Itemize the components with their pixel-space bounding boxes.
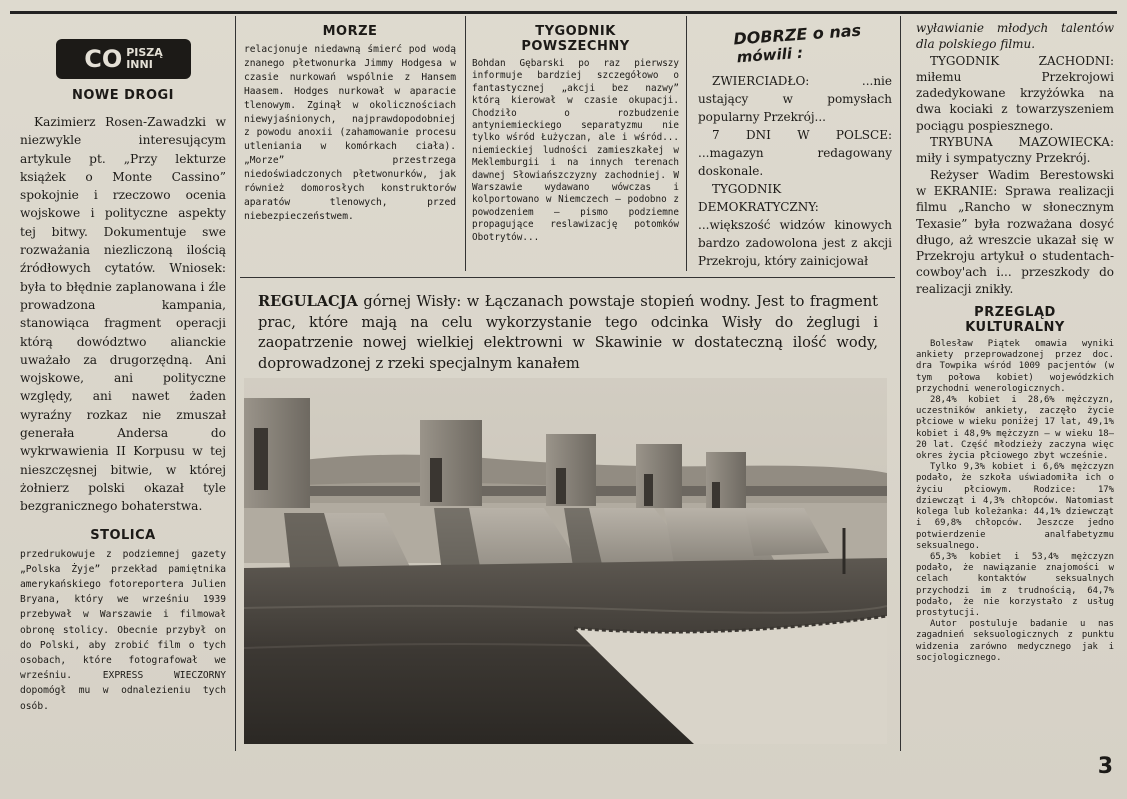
column-divider [686,16,687,271]
page-number: 3 [1097,754,1113,779]
przeglad-text-3: Tylko 9,3% kobiet i 6,6% mężczyzn podało, że szkoła uświadomiła ich o życiu płciowym. Rodzice: 17% dziewcząt i 4,3% chłopców. Natomiast kolega lub koleżanka: 44,1% dziewcząt i 69,8% chłopców. Jeszcze jedno potwierdzenie analfabetyzmu seksualnego. [916,462,1114,551]
co-pisza-inni-logo [56,39,191,79]
column-5 [916,20,1114,760]
nowe-drogi-heading: NOWE DROGI [71,88,175,103]
photo-caption-text: górnej Wisły: w Łączanach powstaje stopień wodny. Jest to fragment prac, które mają na celu wykorzystanie tego odcinka Wisły do żeglugi i zaopatrzenie nowej wielkiej elektrowni w Skawinie w dostateczną ilość wody, doprowadzonej z rzeki specjalnym kanałem [258,293,878,372]
przeglad-text-4: 65,3% kobiet i 53,4% mężczyzn podało, że nawiązanie znajomości w celach kontaktów seksualnych przychodzi im z trudnością, 64,7% podało, że nie korzystało z usług prostytucji. [916,551,1114,618]
przeglad-text-2: 28,4% kobiet i 28,6% mężczyzn, uczestników ankiety, zaczęło życie płciowe w wieku poniżej 17 lat, 49,1% kobiet i 48,9% mężczyzn — w wieku 18—20 lat. Część młodzieży zaczyna więc okres życia płciowego zbyt wcześnie. [916,395,1114,462]
tygodnik-demokratyczny-text: TYGODNIK DEMOKRATYCZNY: ...większość widzów kinowych bardzo zadowolona jest z akcji Przekroju, który zainicjował [698,182,892,268]
dam-illustration [244,378,887,744]
berestowski-text: Reżyser Wadim Berestowski w EKRANIE: Sprawa realizacji filmu „Rancho w słonecznym Texasie” była rozważana dosyć długo, aż wreszcie ukazał się w Przekroju artykuł o studentach-cowboy'ach i... przeszkody do realizacji znikły. [916,167,1114,296]
section-divider [240,277,895,278]
zwierciadlo-text: ZWIERCIADŁO: ...nie ustający w pomysłach popularny Przekrój... [698,74,892,124]
przeglad-kulturalny-heading: PRZEGLĄD KULTURALNY [965,305,1065,336]
dobrze-line1: DOBRZE o nas [732,20,862,49]
column-2 [244,24,456,269]
stolica-text: przedrukowuje z podziemnej gazety „Polska Żyje” przekład pamiętnika amerykańskiego fotoreportera Julien Bryana, który we wrześniu 1939 przebywał w Warszawie i filmował obronę stolicy. Obecnie przybył on do Polski, aby zrobić film o tych osobach, które fotografował we wrześniu. EXPRESS WIECZORNY dopomógł mu w odnalezieniu tych osób. [20,548,226,712]
logo-line1: PISZĄ [126,46,163,59]
photo-caption-lead: REGULACJA [258,293,358,310]
column-divider [465,16,466,271]
dam-photo [244,378,887,744]
przeglad-text-5: Autor postuluje badanie u nas zagadnień seksuologicznych z punktu widzenia zarówno medycznego jak i socjologicznego. [916,619,1114,663]
morze-heading: MORZE [322,24,378,39]
top-rule [10,11,1117,14]
tygodnik-zachodni-text: TYGODNIK ZACHODNI: miłemu Przekrojowi zadedykowane krzyżówka na dwa kociaki z towarzyszeniem pociągu pospiesznego. [916,53,1114,133]
dobrze-line2: mówili : [736,43,804,67]
nowe-drogi-text: Kazimierz Rosen-Zawadzki w niezwykle interesującym artykule pt. „Przy lekturze książek o Monte Cassino” spokojnie i rzeczowo ocenia wojskowe i polityczne aspekty tej bitwy. Dokumentuje swe rozważania niezliczoną ilością źródłowych cytatów. Wniosek: była to błędnie zaplanowana i źle prowadzona kampania, stanowiąca fragment operacji którą dowództwo alianckie uważało za drugorzędną. Ani wojskowe, ani polityczne względy, ani nawet żaden wyraźny rozkaz nie zmuszał generała Andersa do wykrwawienia II Korpusu w tej nieszczęsnej bitwie, w której żołnierz polski okazał tyle bezgranicznego bohaterstwa. [20,115,226,514]
column-4 [698,72,892,272]
column-3 [472,24,679,269]
logo-line2: INNI [126,58,153,71]
photo-caption [258,292,878,374]
tygodnik-powszechny-text: Bohdan Gębarski po raz pierwszy informuje bardziej szczegółowo o fantastycznej „akcji bez nazwy” którą kierował w czasie okupacji. Chodziło o rozbudzenie antyniemieckiego separatyzmu nie tylko wśród Łużyczan, ale i wśród... niemieckiej ludności zamieszkałej w Meklemburgii i na innych terenach dawnej Słowiańszczyzny zachodniej. W Warszawie wydawano wówczas i kolportowano w Niemczech — podobno z powodzeniem — pismo podziemne propagujące reslawizację potomków Obotrytów... [472,58,679,243]
przeglad-cont-text: wyławianie młodych talentów dla polskiego filmu. [916,21,1114,52]
morze-text: relacjonuje niedawną śmierć pod wodą znanego płetwonurka Jimmy Hodgesa w czasie nurkowań wspólnie z Hansem Haasem. Hodges nurkował w aparacie tlenowym. Zginął w okolicznościach niewyjaśnionych, najprawdopodobniej z powodu anoxii (zahamowanie procesu utleniania w komórkach ciała). „Morze” przestrzega niedoświadczonych płetwonurków, jak również domorosłych konstruktorów aparatów tlenowych, przed niebezpieczeństwem. [244,44,456,222]
tygodnik-powszechny-heading: TYGODNIK POWSZECHNY [521,24,630,54]
siedem-dni-text: 7 DNI W POLSCE: ...magazyn redagowany doskonale. [698,128,892,178]
dobrze-o-nas-mowili-heading [733,22,865,67]
stolica-heading: STOLICA [90,527,156,543]
column-divider [900,16,901,751]
column-1 [20,88,226,753]
przeglad-text-1: Bolesław Piątek omawia wyniki ankiety przeprowadzonej przez doc. dra Towpika wśród 1009 pacjentów (w tym połowa kobiet) wojewódzkich przychodni wenerologicznych. [916,339,1114,394]
column-divider [235,16,236,751]
trybuna-mazowiecka-text: TRYBUNA MAZOWIECKA: miły i sympatyczny Przekrój. [916,135,1114,166]
logo-co: CO [84,45,123,73]
